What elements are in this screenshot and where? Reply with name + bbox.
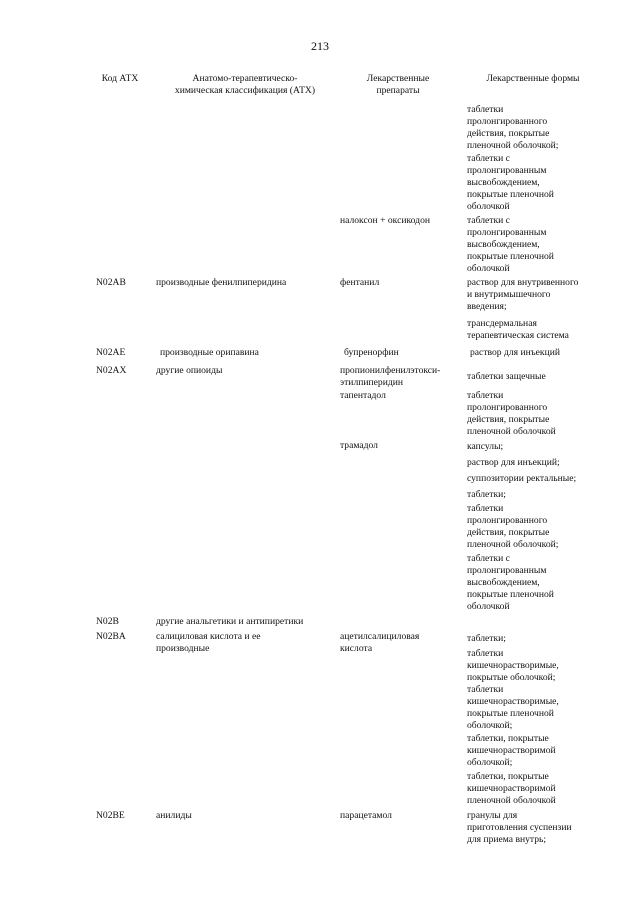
form-item: гранулы для приготовления суспензии для приема внутрь; bbox=[467, 810, 572, 845]
atc-code: N02AX bbox=[96, 365, 127, 376]
drug-name: ацетилсалициловая кислота bbox=[340, 631, 420, 654]
form-item: таблетки, покрытые кишечнорастворимой пленочной оболочкой bbox=[467, 771, 556, 806]
form-item: раствор для инъекций bbox=[470, 347, 560, 358]
atc-classification: другие опиоиды bbox=[156, 365, 223, 376]
form-item: таблетки с пролонгированным высвобождением, покрытые пленочной оболочкой bbox=[467, 553, 554, 612]
atc-code: N02AE bbox=[96, 347, 126, 358]
form-item: таблетки; bbox=[467, 633, 506, 644]
atc-classification: другие анальгетики и антипиретики bbox=[156, 616, 304, 627]
form-item: таблетки защечные bbox=[467, 371, 546, 382]
form-item: раствор для внутривенного и внутримышечного введения; bbox=[467, 277, 579, 312]
header-classification: Анатомо-терапевтическо- химическая классификация (АТХ) bbox=[174, 73, 316, 96]
drug-name: пропионилфенилэтокси- этилпиперидин bbox=[340, 365, 441, 388]
form-item: таблетки пролонгированного действия, покрытые пленочной оболочкой bbox=[467, 390, 556, 437]
atc-code: N02BE bbox=[96, 810, 125, 821]
form-item: раствор для инъекций; bbox=[467, 457, 560, 468]
form-item: трансдермальная терапевтическая система bbox=[467, 318, 569, 341]
drug-name: бупренорфин bbox=[344, 347, 399, 358]
form-item: таблетки кишечнорастворимые, покрытые пленочной оболочкой; bbox=[467, 684, 559, 731]
atc-code: N02AB bbox=[96, 277, 126, 288]
form-item: таблетки пролонгированного действия, покрытые пленочной оболочкой; bbox=[467, 503, 559, 550]
form-item: таблетки с пролонгированным высвобождением, покрытые пленочной оболочкой bbox=[467, 153, 554, 212]
form-item: таблетки кишечнорастворимые, покрытые оболочкой; bbox=[467, 648, 559, 683]
drug-name: налоксон + оксикодон bbox=[340, 215, 430, 226]
form-item: таблетки; bbox=[467, 489, 506, 500]
atc-classification: производные орипавина bbox=[160, 347, 259, 358]
header-drugs: Лекарственные препараты bbox=[366, 73, 430, 96]
atc-classification: салициловая кислота и ее производные bbox=[156, 631, 261, 654]
form-item: суппозитории ректальные; bbox=[467, 473, 577, 484]
drug-name: тапентадол bbox=[340, 390, 386, 401]
form-item: таблетки с пролонгированным высвобождением, покрытые пленочной оболочкой bbox=[467, 215, 554, 274]
form-item: таблетки пролонгированного действия, покрытые пленочной оболочкой; bbox=[467, 104, 559, 151]
header-forms: Лекарственные формы bbox=[486, 73, 580, 84]
drug-name: парацетамол bbox=[340, 810, 392, 821]
form-item: таблетки, покрытые кишечнорастворимой оболочкой; bbox=[467, 733, 556, 768]
atc-classification: производные фенилпиперидина bbox=[156, 277, 287, 288]
drug-name: трамадол bbox=[340, 440, 378, 451]
atc-code: N02BA bbox=[96, 631, 126, 642]
atc-classification: анилиды bbox=[156, 810, 192, 821]
form-item: капсулы; bbox=[467, 441, 504, 452]
atc-code: N02B bbox=[96, 616, 119, 627]
header-code: Код АТХ bbox=[101, 73, 139, 84]
page-number: 213 bbox=[311, 39, 329, 53]
drug-name: фентанил bbox=[340, 277, 380, 288]
